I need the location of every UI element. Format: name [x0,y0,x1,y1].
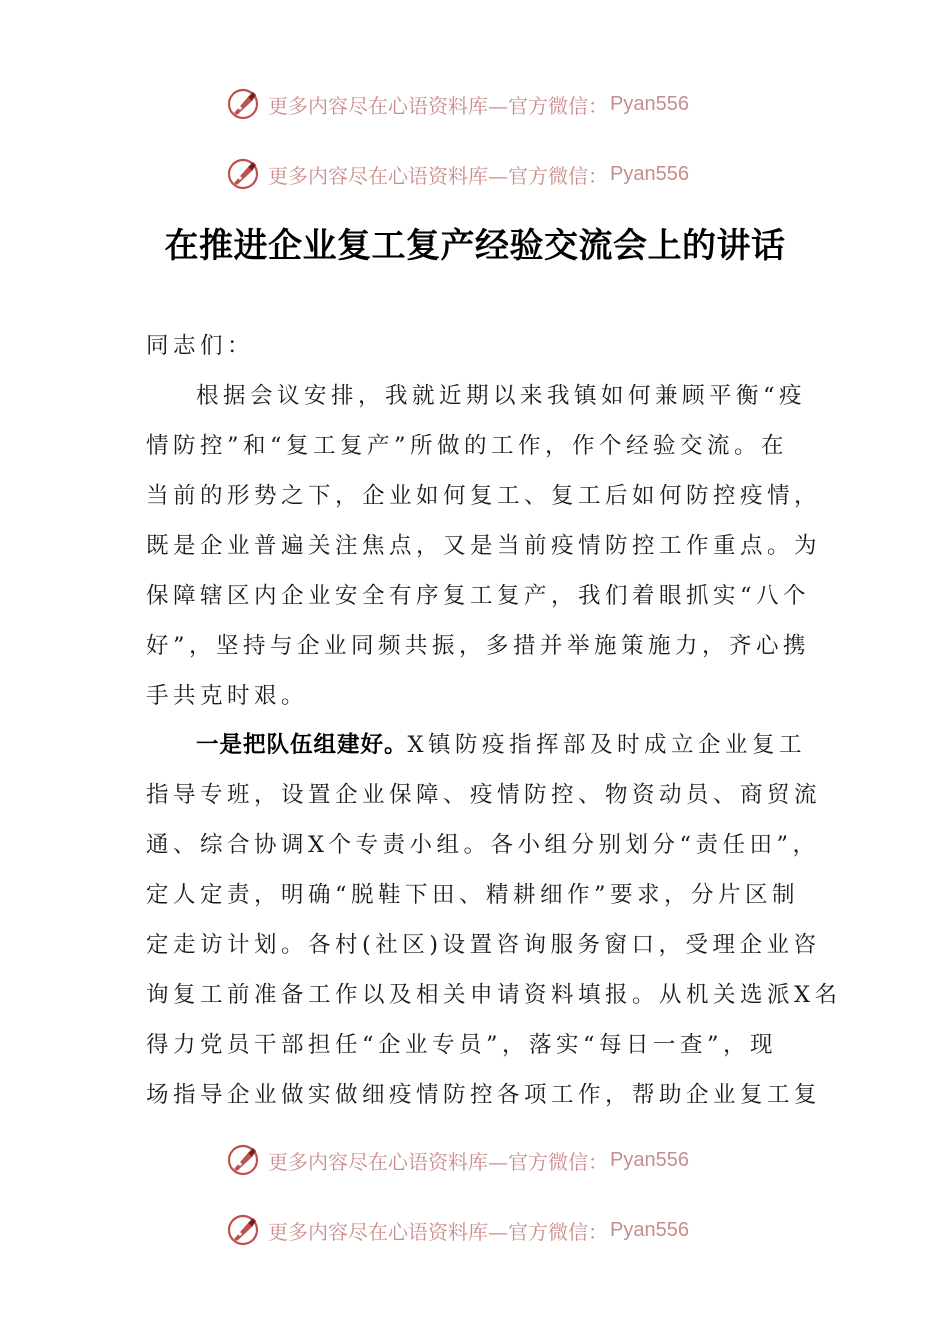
paragraph-line: 当前的形势之下，企业如何复工、复工后如何防控疫情， [146,483,822,509]
pen-nib-logo-icon [226,1213,260,1247]
paragraph-line: 场指导企业做实做细疫情防控各项工作，帮助企业复工复 [146,1082,822,1108]
pen-nib-logo-icon [226,87,260,121]
paragraph-line: 定走访计划。各村(社区)设置咨询服务窗口，受理企业咨 [146,932,821,958]
watermark-banner-bottom-2 [226,1210,746,1250]
paragraph-line: 情防控”和“复工复产”所做的工作，作个经验交流。在 [146,433,789,459]
paragraph-line: 定人定责，明确“脱鞋下田、精耕细作”要求，分片区制 [146,882,800,908]
pen-nib-logo-icon [226,1143,260,1177]
watermark-text: 更多内容尽在心语资料库—官方微信： [268,163,608,188]
watermark-text: 更多内容尽在心语资料库—官方微信： [268,1219,608,1244]
paragraph-line: 保障辖区内企业安全有序复工复产，我们着眼抓实“八个 [146,583,811,609]
paragraph-line: 根据会议安排，我就近期以来我镇如何兼顾平衡“疫 [196,383,807,409]
paragraph-2 [146,720,842,1120]
watermark-wechat-id: Pyan556 [610,162,689,185]
watermark-wechat-id: Pyan556 [610,1218,689,1241]
watermark-banner-bottom-1 [226,1140,746,1180]
paragraph-line: 手共克时艰。 [146,683,309,709]
paragraph-line: 指导专班，设置企业保障、疫情防控、物资动员、商贸流 [146,782,822,808]
paragraph-line: 得力党员干部担任“企业专员”，落实“每日一查”，现 [146,1032,778,1058]
paragraph-line: 既是企业普遍关注焦点，又是当前疫情防控工作重点。为 [146,533,822,559]
watermark-wechat-id: Pyan556 [610,1148,689,1171]
watermark-text: 更多内容尽在心语资料库—官方微信： [268,1149,608,1174]
watermark-banner-top-2 [226,154,746,194]
paragraph-line: 好”，坚持与企业同频共振，多措并举施策施力，齐心携 [146,633,811,659]
document-title: 在推进企业复工复产经验交流会上的讲话 [164,226,786,266]
paragraph-first-line [146,720,806,770]
pen-nib-logo-icon [226,157,260,191]
watermark-text: 更多内容尽在心语资料库—官方微信： [268,93,608,118]
paragraph-line: 询复工前准备工作以及相关申请资料填报。从机关选派X名 [146,982,842,1008]
paragraph-1 [146,371,822,721]
paragraph-lead-heading: 一是把队伍组建好。 [196,732,408,758]
greeting: 同志们： [146,333,255,359]
watermark-banner-top-1 [226,84,746,124]
watermark-wechat-id: Pyan556 [610,92,689,115]
paragraph-line: 通、综合协调X个专责小组。各小组分别划分“责任田”， [146,832,820,858]
paragraph-line-rest: X镇防疫指挥部及时成立企业复工 [407,732,807,758]
